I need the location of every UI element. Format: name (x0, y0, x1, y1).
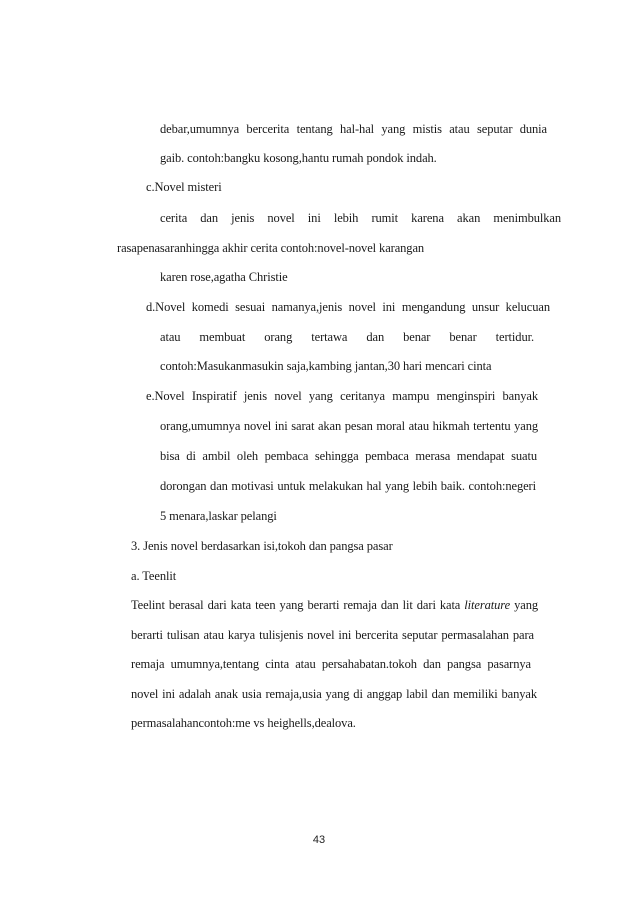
body-text-line: atau membuat orang tertawa dan benar benar tertidur. (160, 330, 534, 344)
body-text-line: permasalahancontoh:me vs heighells,dealova. (131, 716, 356, 730)
text-segment: yang (510, 598, 538, 612)
subheading-novel-misteri: c.Novel misteri (146, 180, 222, 194)
body-text-line (131, 597, 538, 613)
body-text-line: rasapenasaranhingga akhir cerita contoh:novel-novel karangan (117, 241, 425, 255)
body-text-line: debar,umumnya bercerita tentang hal-hal yang mistis atau seputar dunia (160, 122, 547, 136)
body-text-line: gaib. contoh:bangku kosong,hantu rumah pondok indah. (160, 151, 437, 165)
section-heading-jenis-novel: 3. Jenis novel berdasarkan isi,tokoh dan pangsa pasar (131, 539, 393, 553)
body-text-line: orang,umumnya novel ini sarat akan pesan moral atau hikmah tertentu yang (160, 419, 538, 433)
subheading-novel-komedi: d.Novel komedi sesuai namanya,jenis novel ini mengandung unsur kelucuan (146, 300, 550, 314)
body-text-line: bisa di ambil oleh pembaca sehingga pembaca merasa mendapat suatu (160, 449, 537, 463)
subheading-teenlit: a. Teenlit (131, 569, 177, 583)
page-number: 43 (312, 834, 326, 846)
subheading-novel-inspiratif: e.Novel Inspiratif jenis novel yang ceritanya mampu menginspiri banyak (146, 389, 538, 403)
body-text-line: novel ini adalah anak usia remaja,usia yang di anggap labil dan memiliki banyak (131, 687, 537, 701)
italic-term-literature: literature (464, 598, 511, 612)
body-text-line: remaja umumnya,tentang cinta atau persahabatan.tokoh dan pangsa pasarnya (131, 657, 531, 671)
body-text-line: karen rose,agatha Christie (160, 270, 288, 284)
body-text-line: contoh:Masukanmasukin saja,kambing jantan,30 hari mencari cinta (160, 359, 492, 373)
body-text-line: berarti tulisan atau karya tulisjenis novel ini bercerita seputar permasalahan para (131, 628, 534, 642)
body-text-line: cerita dan jenis novel ini lebih rumit karena akan menimbulkan (160, 211, 561, 225)
text-segment: Teelint berasal dari kata teen yang berarti remaja dan lit dari kata (131, 598, 465, 612)
body-text-line: dorongan dan motivasi untuk melakukan hal yang lebih baik. contoh:negeri (160, 479, 536, 493)
body-text-line: 5 menara,laskar pelangi (160, 509, 277, 523)
